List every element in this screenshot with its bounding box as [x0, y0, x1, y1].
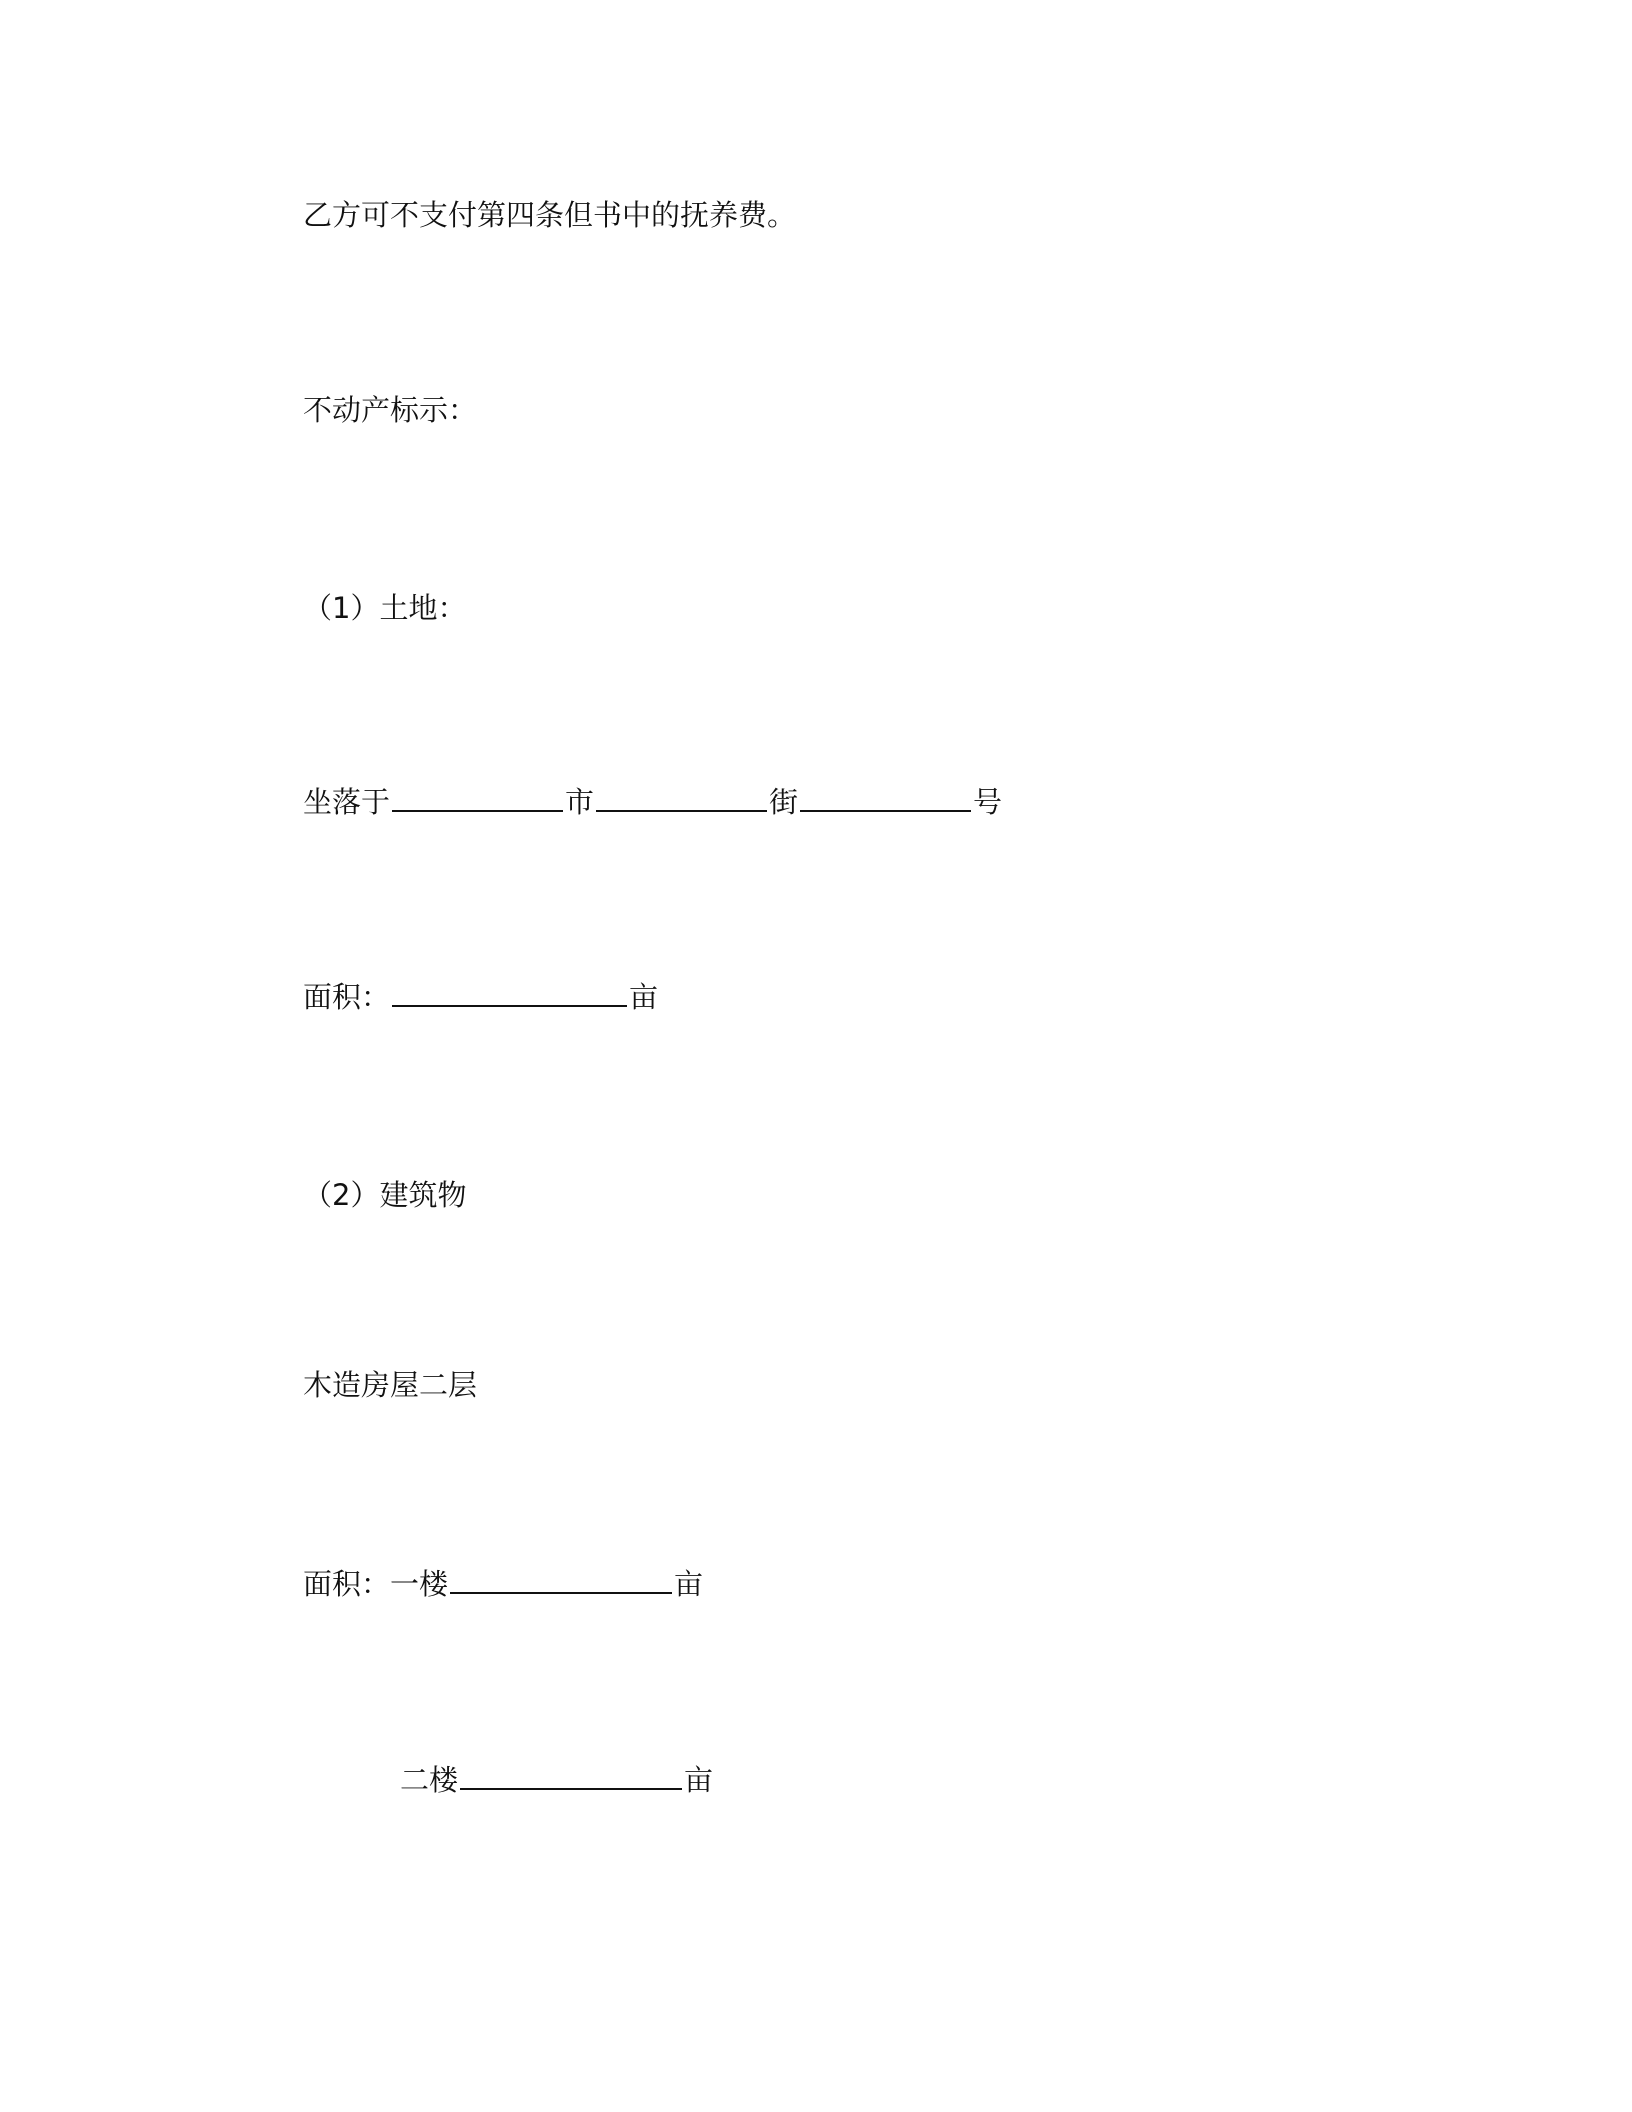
number-blank[interactable] — [800, 780, 971, 812]
number-unit: 号 — [973, 785, 1003, 819]
building-floor1-line — [303, 1562, 703, 1602]
land-area-label: 面积： — [303, 980, 391, 1014]
location-prefix: 坐落于 — [303, 785, 391, 819]
land-area-line — [303, 975, 658, 1015]
floor2-label: 二楼 — [400, 1763, 459, 1797]
floor1-label: 一楼 — [390, 1567, 449, 1601]
land-location-line — [303, 780, 1002, 820]
section-heading-real-estate — [303, 390, 477, 430]
city-blank[interactable] — [392, 780, 563, 812]
building-description-text: 木造房屋二层 — [303, 1368, 478, 1402]
floor1-unit: 亩 — [674, 1567, 704, 1601]
floor1-area-blank[interactable] — [450, 1562, 672, 1594]
land-area-blank[interactable] — [392, 975, 627, 1007]
building-area-label: 面积： — [303, 1567, 391, 1601]
land-area-unit: 亩 — [629, 980, 659, 1014]
floor2-area-blank[interactable] — [460, 1758, 682, 1790]
building-description — [303, 1365, 477, 1405]
land-heading-text: （1）土地： — [303, 591, 467, 625]
building-floor2-line — [400, 1758, 713, 1798]
paragraph-child-support — [303, 195, 796, 235]
section-heading-text: 不动产标示： — [303, 393, 478, 427]
building-heading-text: （2）建筑物 — [303, 1178, 467, 1212]
city-unit: 市 — [565, 785, 595, 819]
floor2-unit: 亩 — [684, 1763, 714, 1797]
street-blank[interactable] — [596, 780, 767, 812]
land-heading — [303, 588, 466, 628]
street-unit: 街 — [769, 785, 799, 819]
building-heading — [303, 1175, 466, 1215]
paragraph-text: 乙方可不支付第四条但书中的抚养费。 — [303, 198, 797, 232]
